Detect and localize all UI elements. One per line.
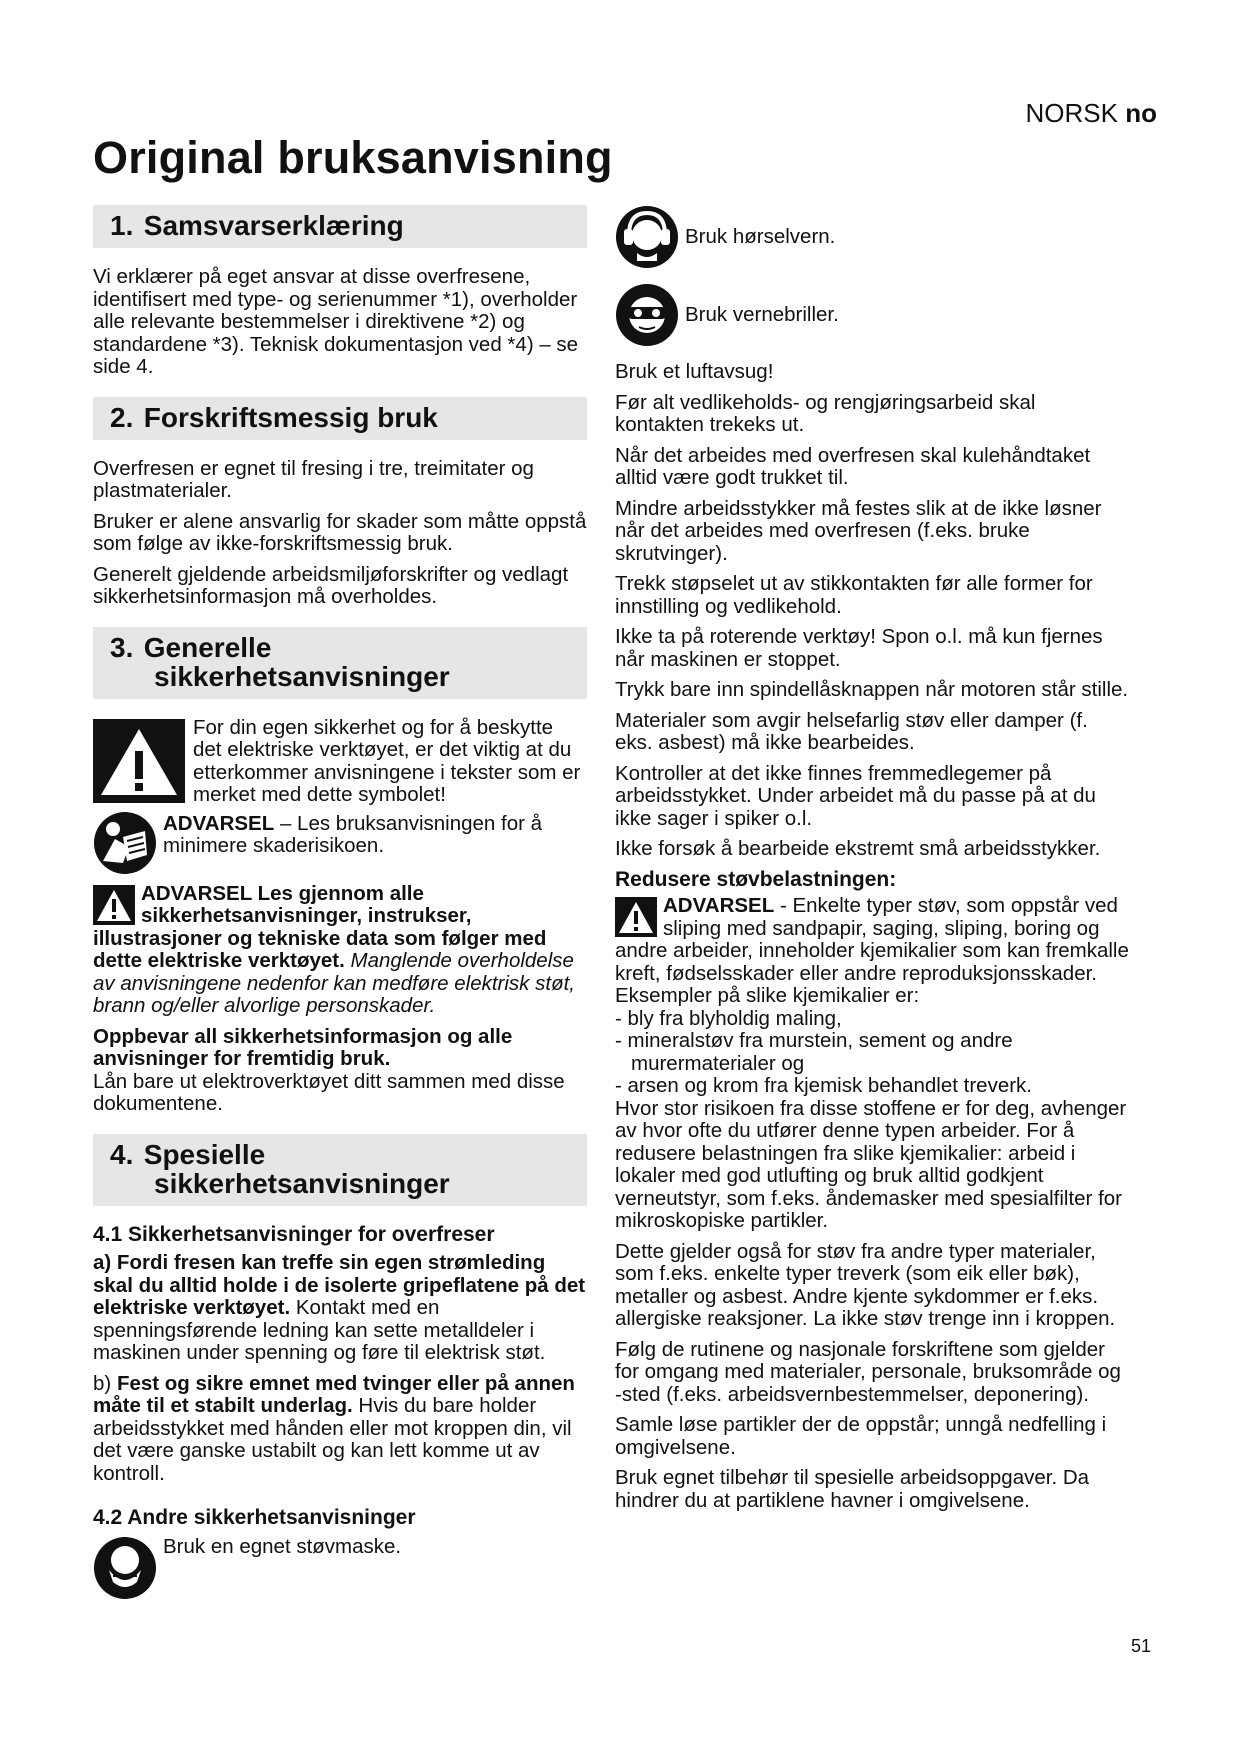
section-heading-2: 2. Forskriftsmessig bruk [93, 397, 587, 440]
hearing-protection-text: Bruk hørselvern. [685, 225, 836, 248]
right-text-3: Når det arbeides med overfresen skal kulehåndtaket alltid være godt trukket til. [615, 443, 1091, 489]
right-text-4: Mindre arbeidsstykker må festes slik at de ikke løsner når det arbeides med overfresen (f.eks. bruke skrutvinger). [615, 496, 1102, 565]
section-heading-3: 3. Generelle sikkerhetsanvisninger [93, 627, 587, 699]
intended-use-text-3: Generelt gjeldende arbeidsmiljøforskrifter og vedlagt sikkerhetsinformasjon må overholdes. [93, 562, 569, 608]
dust-heading: Redusere støvbelastningen: [615, 867, 897, 891]
right-text-5: Trekk støpselet ut av stikkontakten før alle former for innstilling og vedlikehold. [615, 572, 1093, 618]
right-text-11: Dette gjelder også for støv fra andre typer materialer, som f.eks. enkelte typer treverk (som eik eller bøk), metaller og asbest. Andre kjente sykdommer er f.eks. allergiske reaksjoner. La ikke støv trenge inn i kroppen. [615, 1239, 1116, 1330]
right-text-1: Bruk et luftavsug! [615, 360, 774, 383]
read-manual-block [93, 811, 587, 875]
right-text-13: Samle løse partikler der de oppstår; unngå nedfelling i omgivelsene. [615, 1413, 1107, 1459]
read-manual-icon [93, 811, 157, 875]
read-manual-text: ADVARSEL – Les bruksanvisningen for å minimere skaderisikoen. [163, 811, 543, 857]
safety-goggles-row [615, 283, 1130, 347]
dust-risk-text: Hvor stor risikoen fra disse stoffene er for deg, avhenger av hvor ofte du utfører denne typen arbeider. For å redusere belastningen fra slike kjemikalier: arbeid i lokaler med god utlufting og bruk alltid godkjent verneutstyr, som f.eks. åndemasker med spesialfilter for mikroskopiske partikler. [615, 1096, 1127, 1232]
dust-list-item-2: - mineralstøv fra murstein, sement og andre [615, 1029, 1013, 1052]
page-number: 51 [1131, 1636, 1152, 1656]
declaration-text: Vi erklærer på eget ansvar at disse overfresene, identifisert med type- og serienummer *1), overholder alle relevante bestemmelser i direktivene *2) og standardene *3). Teknisk dokumentasjon ved *4) – se side 4. [93, 265, 579, 378]
right-text-2: Før alt vedlikeholds- og rengjøringsarbeid skal kontakten trekeks ut. [615, 390, 1036, 436]
dust-warning-text: ADVARSEL - Enkelte typer støv, som oppstår ved sliping med sandpapir, saging, sliping, boring og andre arbeider, inneholder kjemikalier som kan fremkalle kreft, fødselsskader eller andre reproduksjonsskader. Eksempler på slike kjemikalier er: [615, 894, 1129, 1007]
right-column [615, 205, 1130, 1520]
right-text-6: Ikke ta på roterende verktøy! Spon o.l. må kun fjernes når maskinen er stoppet. [615, 625, 1103, 671]
read-all-warning-block [93, 883, 587, 1018]
dust-list-item-2-cont: murermaterialer og [631, 1051, 805, 1075]
clamp-workpiece-text: b) Fest og sikre emnet med tvinger eller på annen måte til et stabilt underlag. Hvis du bare holder arbeidsstykket med hånden eller mot kroppen din, vil det være ganske ustabilt og kan lett komme ut av kontroll. [93, 1371, 575, 1485]
intended-use-text-2: Bruker er alene ansvarlig for skader som måtte oppstå som følge av ikke-forskriftsmessig bruk. [93, 509, 587, 555]
warning-small-icon [615, 897, 657, 937]
left-column [93, 205, 587, 1600]
keep-instructions-text: Oppbevar all sikkerhetsinformasjon og alle anvisninger for fremtidig bruk. [93, 1024, 513, 1070]
right-text-7: Trykk bare inn spindellåsknappen når motoren står stille. [615, 678, 1129, 701]
right-text-9: Kontroller at det ikke finnes fremmedlegemer på arbeidsstykket. Under arbeidet må du passe på at du ikke sager i spiker o.l. [615, 761, 1096, 830]
dust-mask-icon [93, 1536, 157, 1600]
intended-use-text-1: Overfresen er egnet til fresing i tre, treimitater og plastmaterialer. [93, 456, 534, 502]
language-label [1026, 98, 1157, 129]
subsection-4-1: 4.1 Sikkerhetsanvisninger for overfreser [93, 1222, 495, 1246]
right-text-8: Materialer som avgir helsefarlig støv eller damper (f. eks. asbest) må ikke bearbeides. [615, 708, 1088, 754]
right-text-14: Bruk egnet tilbehør til spesielle arbeidsoppgaver. Da hindrer du at partiklene havner i omgivelsene. [615, 1466, 1090, 1512]
safety-goggles-icon [615, 283, 679, 347]
general-warning-text: For din egen sikkerhet og for å beskytte det elektriske verktøyet, er det viktig at du etterkommer anvisningene i tekster som er merket med dette symbolet! [193, 715, 581, 806]
page-title: Original bruksanvisning [93, 132, 613, 183]
dust-warning-block [615, 895, 1130, 1008]
right-text-12: Følg de rutinene og nasjonale forskriftene som gjelder for omgang med materialer, personale, bruksområde og -sted (f.eks. arbeidsvernbestemmelser, deponering). [615, 1337, 1121, 1406]
language-name: NORSK [1025, 98, 1118, 128]
general-warning-block [93, 717, 587, 811]
read-all-warning-text: ADVARSEL Les gjennom alle sikkerhetsanvisninger, instrukser, illustrasjoner og tekniske data som følger med dette elektriske verktøyet. Manglende overholdelse av anvisningene nedenfor kan medføre elektrisk støt, brann og/eller alvorlige personskader. [93, 881, 575, 1017]
insulated-grip-text: a) Fordi fresen kan treffe sin egen strømleding skal du alltid holde i de isolerte gripeflatene på det elektriske verktøyet. Kontakt med en spenningsførende ledning kan sette metalldeler i maskinen under spenning og føre til elektrisk støt. [93, 1251, 586, 1364]
dust-mask-text: Bruk en egnet støvmaske. [163, 1534, 402, 1558]
warning-triangle-icon [93, 719, 185, 803]
right-text-10: Ikke forsøk å bearbeide ekstremt små arbeidsstykker. [615, 837, 1101, 860]
dust-list-item-1: - bly fra blyholdig maling, [615, 1006, 842, 1030]
safety-goggles-text: Bruk vernebriller. [685, 303, 839, 326]
section-heading-1: 1. Samsvarserklæring [93, 205, 587, 248]
subsection-4-2: 4.2 Andre sikkerhetsanvisninger [93, 1506, 416, 1529]
hearing-protection-icon [615, 205, 679, 269]
warning-small-icon [93, 885, 135, 925]
dust-mask-block [93, 1536, 587, 1600]
hearing-protection-row [615, 205, 1130, 269]
section-heading-4: 4. Spesielle sikkerhetsanvisninger [93, 1134, 587, 1206]
dust-list-item-3: - arsen og krom fra kjemisk behandlet treverk. [615, 1074, 1032, 1097]
language-code: no [1125, 98, 1157, 128]
lend-tool-text: Lån bare ut elektroverktøyet ditt sammen med disse dokumentene. [93, 1069, 565, 1115]
